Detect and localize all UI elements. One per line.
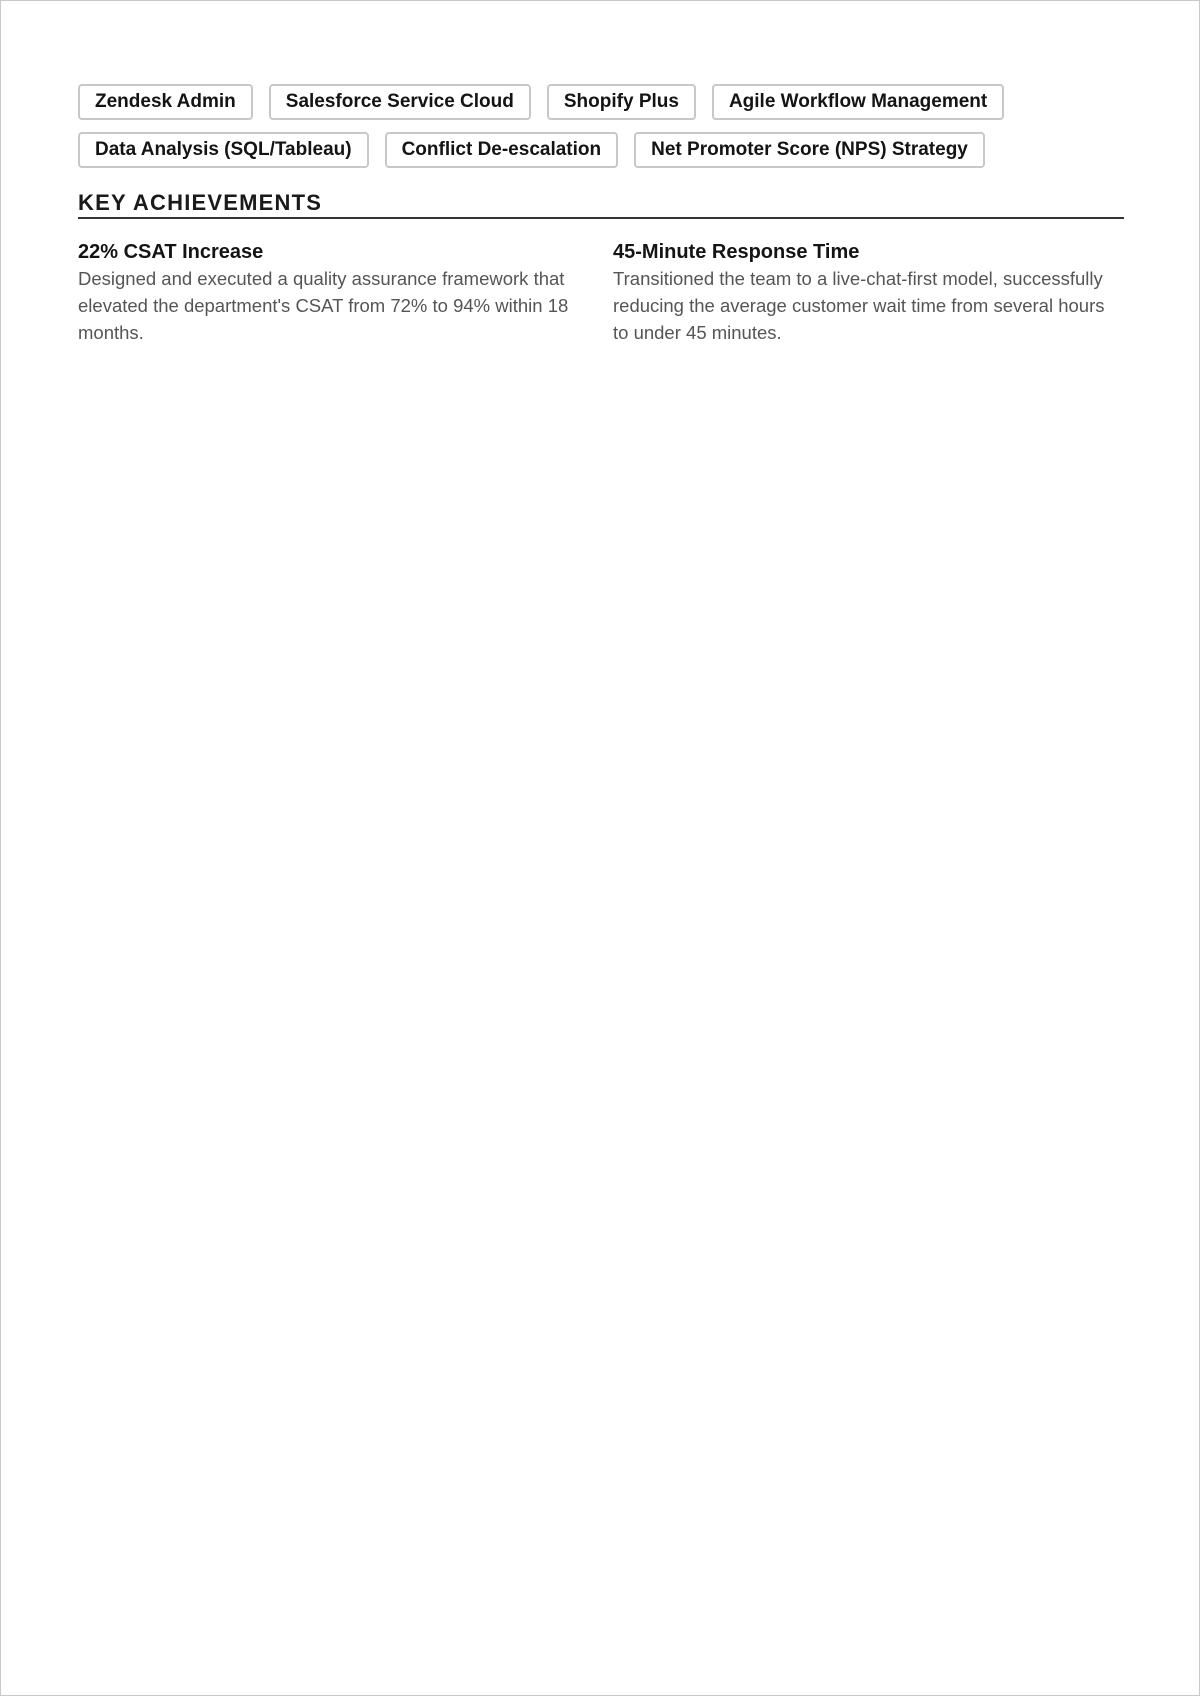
achievement-title: 22% CSAT Increase <box>78 241 264 263</box>
achievement-title: 45-Minute Response Time <box>613 241 860 263</box>
skill-tag: Agile Workflow Management <box>712 84 1004 120</box>
achievements-grid <box>78 240 1124 346</box>
achievement-description: Designed and executed a quality assurance framework that elevated the department's CSAT from 72% to 94% within 18 months. <box>78 268 569 343</box>
skill-tag: Data Analysis (SQL/Tableau) <box>78 132 369 168</box>
skill-tag: Shopify Plus <box>547 84 696 120</box>
skills-row <box>78 84 1124 120</box>
skills-row <box>78 132 1124 168</box>
skill-tag: Salesforce Service Cloud <box>269 84 531 120</box>
skill-tag: Conflict De-escalation <box>385 132 619 168</box>
resume-content <box>78 84 1124 346</box>
achievement-description: Transitioned the team to a live-chat-first model, successfully reducing the average customer wait time from several hours to under 45 minutes. <box>613 268 1105 343</box>
achievement-item <box>78 240 573 346</box>
skills-tag-list <box>78 84 1124 168</box>
skill-tag: Net Promoter Score (NPS) Strategy <box>634 132 985 168</box>
key-achievements-heading: KEY ACHIEVEMENTS <box>78 190 1124 219</box>
skill-tag: Zendesk Admin <box>78 84 253 120</box>
achievement-item <box>613 240 1108 346</box>
